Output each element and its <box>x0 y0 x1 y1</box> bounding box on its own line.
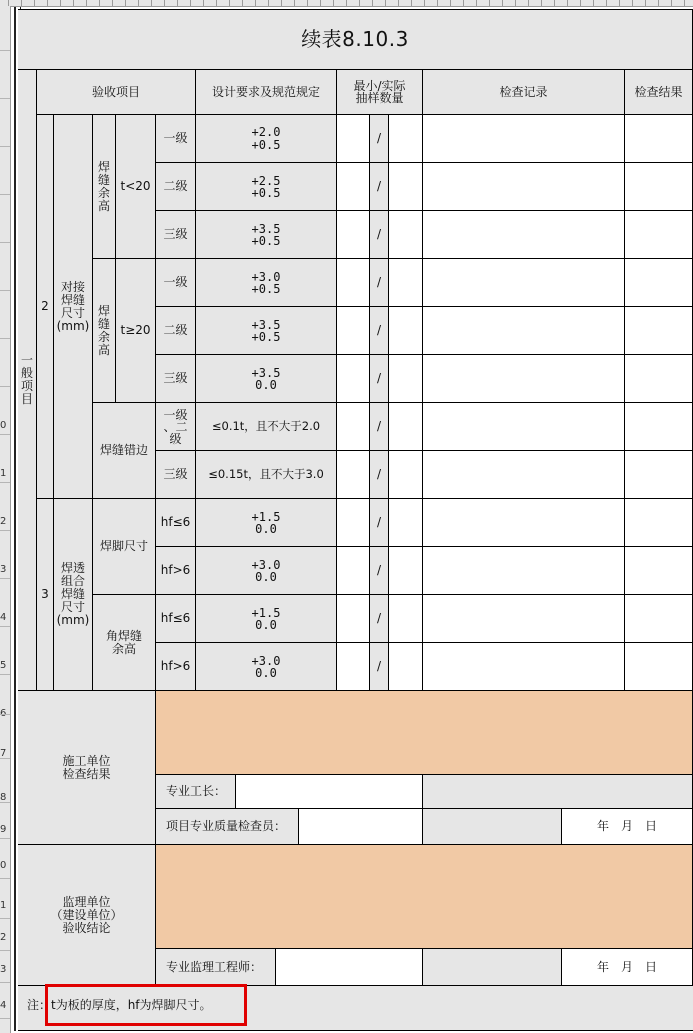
section2-number[interactable]: 2 <box>37 115 54 499</box>
column-tick <box>346 0 347 6</box>
row-tick <box>0 98 10 99</box>
misalign-label[interactable]: 焊缝错边 <box>93 403 156 499</box>
sample-min-cell[interactable] <box>337 499 370 547</box>
row-label[interactable]: 4 <box>0 1000 7 1011</box>
sample-min-cell[interactable] <box>337 403 370 451</box>
group2-condition[interactable]: t≥20 <box>116 259 156 403</box>
result-cell[interactable] <box>625 403 693 451</box>
sample-slash-cell[interactable]: / <box>370 115 389 163</box>
column-tick <box>281 0 282 6</box>
inspector-label[interactable]: 项目专业质量检查员： <box>156 809 299 845</box>
row-label[interactable]: 2 <box>0 516 7 527</box>
tolerance-upper: +3.5 <box>251 317 281 332</box>
row-label[interactable]: 3 <box>0 964 7 975</box>
sample-actual-cell[interactable] <box>389 499 423 547</box>
column-tick <box>125 0 126 6</box>
row-tick <box>0 146 10 147</box>
fillet-reinforce-label[interactable]: 角焊缝 余高 <box>93 595 156 691</box>
tolerance-lower: 0.0 <box>255 569 277 584</box>
construction-blank[interactable] <box>423 809 562 845</box>
group2-label[interactable]: 焊 缝 余 高 <box>93 259 116 403</box>
column-tick <box>658 0 659 6</box>
column-tick <box>502 0 503 6</box>
sample-actual-cell[interactable] <box>389 259 423 307</box>
tolerance-upper: +2.0 <box>251 124 281 139</box>
row-label[interactable]: 1 <box>0 900 7 911</box>
section3-number[interactable]: 3 <box>37 499 54 691</box>
tolerance-upper: +1.5 <box>251 605 281 620</box>
column-tick <box>21 0 22 6</box>
column-tick <box>242 0 243 6</box>
column-tick <box>437 0 438 6</box>
column-tick <box>671 0 672 6</box>
record-cell[interactable] <box>423 259 625 307</box>
column-tick <box>138 0 139 6</box>
result-cell[interactable] <box>625 547 693 595</box>
tolerance-upper: +2.5 <box>251 173 281 188</box>
tolerance-cell[interactable] <box>196 547 337 595</box>
record-cell[interactable] <box>423 643 625 691</box>
grade-cell[interactable]: 二级 <box>156 163 196 211</box>
note-text: 注：t为板的厚度，hf为焊脚尺寸。 <box>27 998 212 1012</box>
group1-label[interactable]: 焊 缝 余 高 <box>93 115 116 259</box>
row-tick <box>0 242 10 243</box>
record-cell[interactable] <box>423 115 625 163</box>
column-tick <box>619 0 620 6</box>
grade-cell[interactable]: 三级 <box>156 355 196 403</box>
row-tick <box>0 714 10 715</box>
sample-slash-cell[interactable]: / <box>370 595 389 643</box>
sample-slash-cell[interactable]: / <box>370 451 389 499</box>
tolerance-lower: +0.5 <box>251 137 281 152</box>
tolerance-upper: +1.5 <box>251 509 281 524</box>
tolerance-cell[interactable] <box>196 259 337 307</box>
tolerance-lower: 0.0 <box>255 377 277 392</box>
row-label[interactable]: 4 <box>0 612 7 623</box>
sample-actual-cell[interactable] <box>389 307 423 355</box>
column-tick <box>385 0 386 6</box>
grade-cell[interactable]: 一级 <box>156 259 196 307</box>
sample-slash-cell[interactable]: / <box>370 547 389 595</box>
record-cell[interactable] <box>423 163 625 211</box>
column-tick <box>60 0 61 6</box>
row-header-column <box>0 6 11 1033</box>
engineer-label[interactable]: 专业监理工程师： <box>156 949 276 986</box>
sample-actual-cell[interactable] <box>389 643 423 691</box>
column-tick <box>268 0 269 6</box>
sample-actual-cell[interactable] <box>389 163 423 211</box>
column-tick <box>450 0 451 6</box>
row-label[interactable]: 6 <box>0 708 7 719</box>
sample-actual-cell[interactable] <box>389 355 423 403</box>
grade-cell[interactable]: 一级 <box>156 115 196 163</box>
grade-cell[interactable]: 三级 <box>156 451 196 499</box>
record-cell[interactable] <box>423 211 625 259</box>
tolerance-lower: 0.0 <box>255 521 277 536</box>
row-tick <box>0 434 10 435</box>
row-label[interactable]: 8 <box>0 792 7 803</box>
column-tick <box>580 0 581 6</box>
construction-result-area[interactable] <box>156 691 693 775</box>
column-tick <box>463 0 464 6</box>
record-cell[interactable] <box>423 307 625 355</box>
sample-min-cell[interactable] <box>337 307 370 355</box>
result-cell[interactable] <box>625 115 693 163</box>
column-tick <box>86 0 87 6</box>
row-tick <box>0 838 10 839</box>
condition-cell[interactable]: hf>6 <box>156 547 196 595</box>
sample-min-cell[interactable] <box>337 643 370 691</box>
record-cell[interactable] <box>423 355 625 403</box>
row-label[interactable]: 2 <box>0 932 7 943</box>
column-tick <box>164 0 165 6</box>
sample-min-cell[interactable] <box>337 259 370 307</box>
result-cell[interactable] <box>625 355 693 403</box>
header-design[interactable]: 设计要求及规范规定 <box>196 70 337 115</box>
column-tick <box>216 0 217 6</box>
column-tick <box>515 0 516 6</box>
column-tick <box>190 0 191 6</box>
column-tick <box>99 0 100 6</box>
tolerance-lower: +0.5 <box>251 233 281 248</box>
supervision-blank[interactable] <box>423 949 562 986</box>
column-tick <box>203 0 204 6</box>
tolerance-lower: +0.5 <box>251 329 281 344</box>
row-tick <box>0 194 10 195</box>
section2-name[interactable]: 对接 焊缝 尺寸 (mm) <box>54 115 93 499</box>
column-tick <box>606 0 607 6</box>
category-cell[interactable]: 一 般 项 目 <box>18 70 37 691</box>
column-tick <box>320 0 321 6</box>
column-tick <box>307 0 308 6</box>
tolerance-lower: +0.5 <box>251 185 281 200</box>
sample-min-cell[interactable] <box>337 595 370 643</box>
sample-actual-cell[interactable] <box>389 211 423 259</box>
sample-slash-cell[interactable]: / <box>370 403 389 451</box>
row-tick <box>0 802 10 803</box>
sample-actual-cell[interactable] <box>389 451 423 499</box>
result-cell[interactable] <box>625 163 693 211</box>
row-label[interactable]: 9 <box>0 824 7 835</box>
record-cell[interactable] <box>423 595 625 643</box>
sample-slash-cell[interactable]: / <box>370 643 389 691</box>
highlight-box <box>45 984 247 1026</box>
construction-date[interactable]: 年 月 日 <box>562 809 693 845</box>
tolerance-lower: 0.0 <box>255 617 277 632</box>
result-cell[interactable] <box>625 211 693 259</box>
group1-condition[interactable]: t<20 <box>116 115 156 259</box>
column-tick <box>294 0 295 6</box>
sample-min-cell[interactable] <box>337 163 370 211</box>
sample-actual-cell[interactable] <box>389 595 423 643</box>
condition-cell[interactable]: hf≤6 <box>156 595 196 643</box>
tolerance-upper: +3.5 <box>251 221 281 236</box>
tolerance-cell[interactable] <box>196 211 337 259</box>
column-tick <box>424 0 425 6</box>
tolerance-cell[interactable] <box>196 307 337 355</box>
column-tick <box>34 0 35 6</box>
column-tick <box>47 0 48 6</box>
row-label[interactable]: 7 <box>0 748 7 759</box>
column-header-strip <box>0 0 693 7</box>
tolerance-upper: +3.0 <box>251 269 281 284</box>
engineer-field[interactable] <box>276 949 423 986</box>
tolerance-cell[interactable] <box>196 595 337 643</box>
row-tick <box>0 878 10 879</box>
record-cell[interactable] <box>423 547 625 595</box>
header-record[interactable]: 检查记录 <box>423 70 625 115</box>
row-tick <box>0 626 10 627</box>
result-cell[interactable] <box>625 451 693 499</box>
record-cell[interactable] <box>423 451 625 499</box>
row-tick <box>0 482 10 483</box>
column-tick <box>359 0 360 6</box>
column-tick <box>554 0 555 6</box>
tolerance-cell[interactable] <box>196 163 337 211</box>
row-label[interactable]: 0 <box>0 420 7 431</box>
column-tick <box>632 0 633 6</box>
column-tick <box>177 0 178 6</box>
column-tick <box>593 0 594 6</box>
result-cell[interactable] <box>625 307 693 355</box>
grade-cell[interactable]: 一级 、二 级 <box>156 403 196 451</box>
tolerance-cell[interactable] <box>196 499 337 547</box>
row-tick <box>0 290 10 291</box>
tolerance-upper: +3.5 <box>251 365 281 380</box>
tolerance-upper: +3.0 <box>251 557 281 572</box>
record-cell[interactable] <box>423 403 625 451</box>
sample-min-cell[interactable] <box>337 451 370 499</box>
column-tick <box>229 0 230 6</box>
requirement-cell[interactable]: ≤0.15t，且不大于3.0 <box>196 451 337 499</box>
row-tick <box>0 918 10 919</box>
sample-slash-cell[interactable]: / <box>370 355 389 403</box>
result-cell[interactable] <box>625 595 693 643</box>
column-tick <box>333 0 334 6</box>
tolerance-cell[interactable] <box>196 115 337 163</box>
header-sample[interactable]: 最小/实际 抽样数量 <box>337 70 423 115</box>
column-tick <box>645 0 646 6</box>
column-tick <box>255 0 256 6</box>
row-tick <box>0 674 10 675</box>
column-tick <box>528 0 529 6</box>
sample-actual-cell[interactable] <box>389 547 423 595</box>
row-tick <box>0 1018 10 1019</box>
column-tick <box>489 0 490 6</box>
tolerance-cell[interactable] <box>196 643 337 691</box>
foreman-label[interactable]: 专业工长： <box>156 775 236 809</box>
inspector-field[interactable] <box>299 809 423 845</box>
row-tick <box>0 982 10 983</box>
column-tick <box>476 0 477 6</box>
sample-actual-cell[interactable] <box>389 115 423 163</box>
column-tick <box>372 0 373 6</box>
supervision-label[interactable]: 监理单位 （建设单位） 验收结论 <box>18 845 156 986</box>
sample-slash-cell[interactable]: / <box>370 163 389 211</box>
row-tick <box>0 758 10 759</box>
sample-actual-cell[interactable] <box>389 403 423 451</box>
supervision-conclusion-area[interactable] <box>156 845 693 949</box>
sample-min-cell[interactable] <box>337 355 370 403</box>
column-tick <box>684 0 685 6</box>
result-cell[interactable] <box>625 499 693 547</box>
row-label[interactable]: 3 <box>0 564 7 575</box>
sample-slash-cell[interactable]: / <box>370 211 389 259</box>
header-result[interactable]: 检查结果 <box>625 70 693 115</box>
condition-cell[interactable]: hf≤6 <box>156 499 196 547</box>
row-tick <box>0 578 10 579</box>
row-label[interactable]: 1 <box>0 468 7 479</box>
column-tick <box>112 0 113 6</box>
sample-min-cell[interactable] <box>337 211 370 259</box>
grade-cell[interactable]: 三级 <box>156 211 196 259</box>
header-item[interactable]: 验收项目 <box>37 70 196 115</box>
tolerance-lower: 0.0 <box>255 665 277 680</box>
column-tick <box>73 0 74 6</box>
row-tick <box>0 950 10 951</box>
sample-min-cell[interactable] <box>337 115 370 163</box>
tolerance-upper: +3.0 <box>251 653 281 668</box>
condition-cell[interactable]: hf>6 <box>156 643 196 691</box>
record-cell[interactable] <box>423 499 625 547</box>
section3-name[interactable]: 焊透 组合 焊缝 尺寸 (mm) <box>54 499 93 691</box>
row-tick <box>0 386 10 387</box>
construction-blank[interactable] <box>423 775 693 809</box>
supervision-date[interactable]: 年 月 日 <box>562 949 693 986</box>
row-tick <box>0 530 10 531</box>
sample-slash-cell[interactable]: / <box>370 499 389 547</box>
requirement-cell[interactable]: ≤0.1t，且不大于2.0 <box>196 403 337 451</box>
row-label[interactable]: 5 <box>0 660 7 671</box>
tolerance-cell[interactable] <box>196 355 337 403</box>
row-tick <box>0 50 10 51</box>
column-tick <box>567 0 568 6</box>
sample-min-cell[interactable] <box>337 547 370 595</box>
grade-cell[interactable]: 二级 <box>156 307 196 355</box>
page-title[interactable]: 续表8.10.3 <box>18 9 693 70</box>
sample-slash-cell[interactable]: / <box>370 307 389 355</box>
construction-label[interactable]: 施工单位 检查结果 <box>18 691 156 845</box>
result-cell[interactable] <box>625 259 693 307</box>
foreman-field[interactable] <box>236 775 423 809</box>
column-tick <box>411 0 412 6</box>
tolerance-lower: +0.5 <box>251 281 281 296</box>
leg-size-label[interactable]: 焊脚尺寸 <box>93 499 156 595</box>
column-tick <box>541 0 542 6</box>
sample-slash-cell[interactable]: / <box>370 259 389 307</box>
result-cell[interactable] <box>625 643 693 691</box>
row-tick <box>0 338 10 339</box>
row-label[interactable]: 0 <box>0 860 7 871</box>
column-tick <box>398 0 399 6</box>
column-tick <box>151 0 152 6</box>
